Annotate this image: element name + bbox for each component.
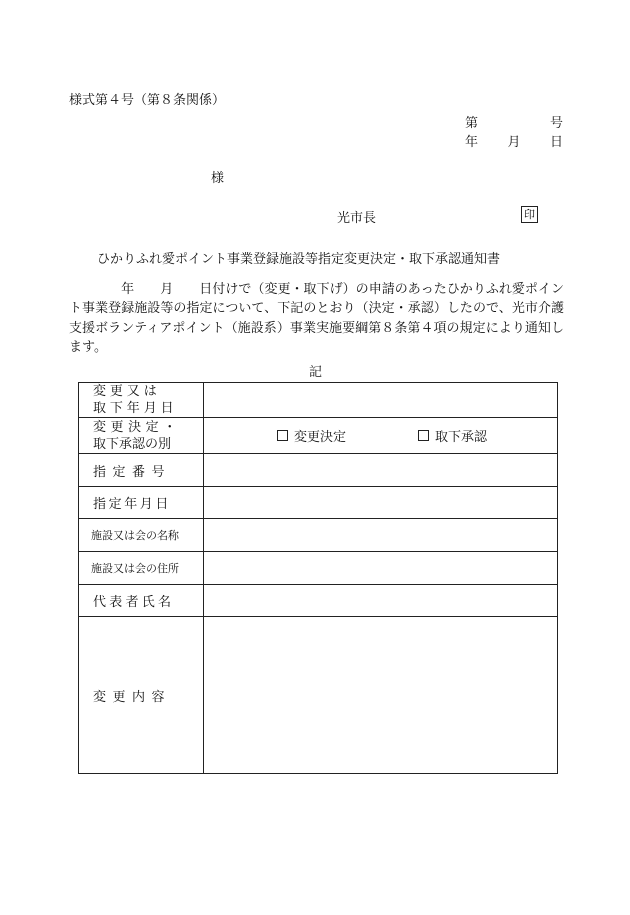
label-change-date-line2: 取下年月日 xyxy=(93,401,178,416)
label-representative-name: 代表者氏名 xyxy=(79,585,204,617)
label-change-date xyxy=(79,383,204,418)
document-number xyxy=(465,112,563,131)
option-withdraw-approval-label: 取下承認 xyxy=(435,430,488,445)
details-table xyxy=(78,382,558,774)
document-title: ひかりふれ愛ポイント事業登録施設等指定変更決定・取下承認通知書 xyxy=(97,252,501,267)
label-designation-date: 指定年月日 xyxy=(79,487,204,519)
checkbox-icon[interactable] xyxy=(418,430,429,441)
addressee: 様 xyxy=(211,171,225,186)
label-decision-type-line2: 取下承認の別 xyxy=(93,436,172,452)
table-row xyxy=(79,383,558,418)
label-facility-address: 施設又は会の住所 xyxy=(79,552,204,585)
label-designation-number: 指定番号 xyxy=(79,454,204,487)
table-row xyxy=(79,418,558,454)
option-change-decision[interactable] xyxy=(277,426,346,445)
label-change-date-line1: 変更又は xyxy=(93,384,161,399)
value-facility-name[interactable] xyxy=(204,519,558,552)
date-year: 年 xyxy=(465,135,479,150)
table-row xyxy=(79,617,558,774)
label-decision-type-line1: 変更決定・ xyxy=(93,419,181,435)
checkbox-icon[interactable] xyxy=(277,430,288,441)
label-change-content: 変更内容 xyxy=(79,617,204,774)
document-number-prefix: 第 xyxy=(465,116,479,131)
table-row xyxy=(79,519,558,552)
seal-mark: 印 xyxy=(521,206,538,223)
date-month: 月 xyxy=(507,135,521,150)
value-designation-number[interactable] xyxy=(204,454,558,487)
label-decision-type xyxy=(79,418,204,454)
document-date xyxy=(465,131,563,150)
option-change-decision-label: 変更決定 xyxy=(294,430,347,445)
table-row xyxy=(79,454,558,487)
date-day: 日 xyxy=(549,135,563,150)
table-row xyxy=(79,585,558,617)
issuer: 光市長 xyxy=(337,211,377,226)
document-number-suffix: 号 xyxy=(549,116,563,131)
value-change-content[interactable] xyxy=(204,617,558,774)
table-row xyxy=(79,552,558,585)
table-row xyxy=(79,487,558,519)
value-designation-date[interactable] xyxy=(204,487,558,519)
option-withdraw-approval[interactable] xyxy=(418,426,487,445)
label-facility-name: 施設又は会の名称 xyxy=(79,519,204,552)
value-representative-name[interactable] xyxy=(204,585,558,617)
note-mark: 記 xyxy=(309,365,323,380)
form-number: 様式第４号（第８条関係） xyxy=(69,93,226,108)
value-decision-type xyxy=(204,418,558,454)
value-change-date[interactable] xyxy=(204,383,558,418)
body-text: 年 月 日付けで（変更・取下げ）の申請のあったひかりふれ愛ポイント事業登録施設等の指定について、下記のとおり（決定・承認）したので、光市介護支援ボランティアポイント（施設系）事業実施要綱第８条第４項の規定により通知します。 xyxy=(69,282,564,355)
value-facility-address[interactable] xyxy=(204,552,558,585)
